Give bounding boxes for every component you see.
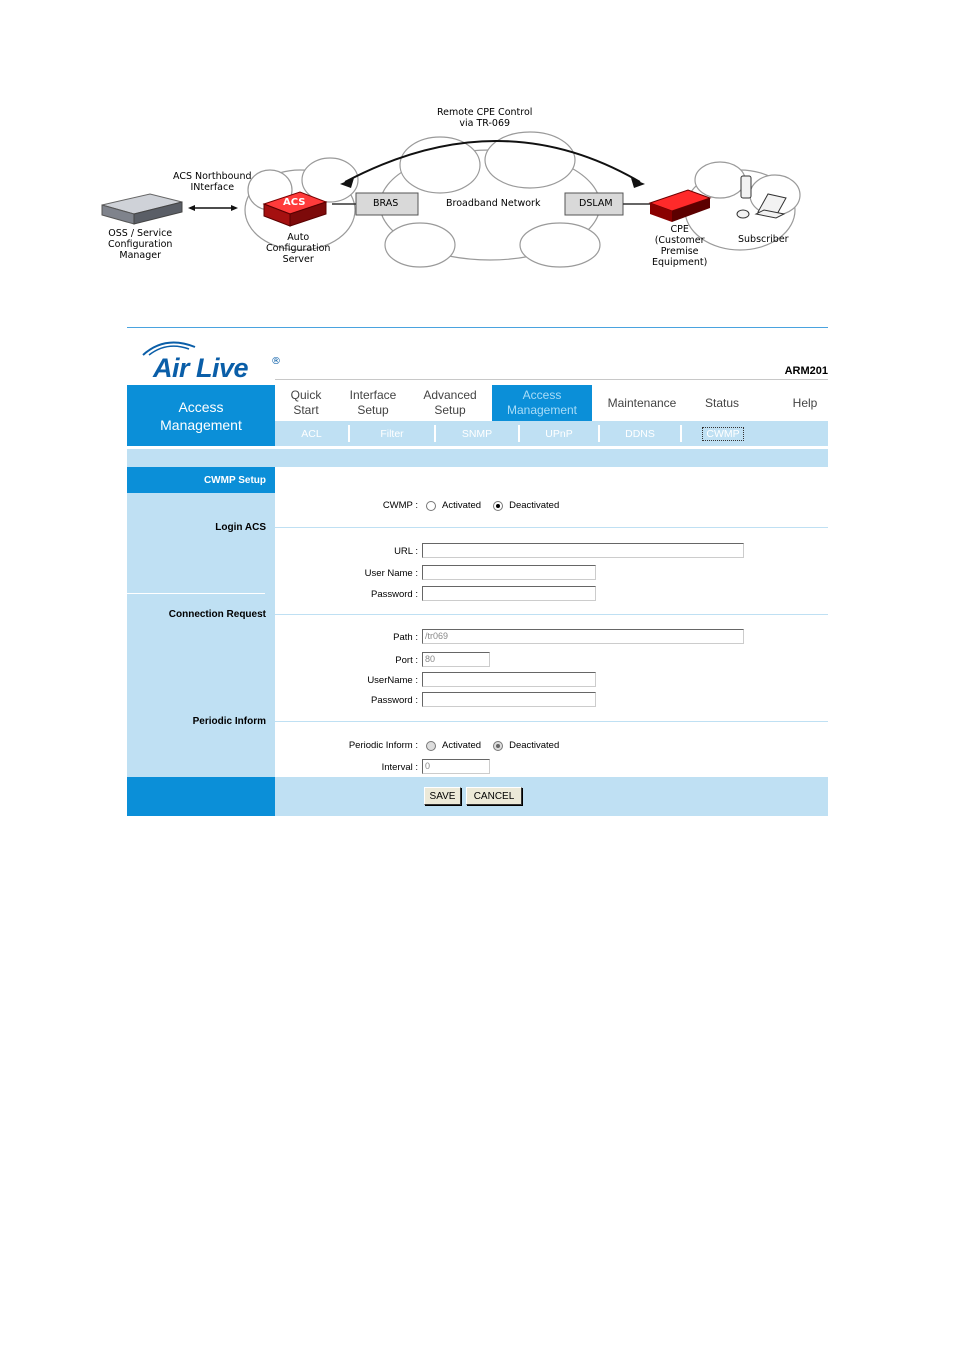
subnav-acl[interactable]: ACL xyxy=(301,427,322,440)
periodic-radio-group: Activated Deactivated xyxy=(426,740,559,751)
subscriber-label: Subscriber xyxy=(738,234,789,245)
periodic-activated-radio[interactable] xyxy=(426,741,436,751)
nav-help[interactable]: Help xyxy=(792,395,818,410)
nav-status[interactable]: Status xyxy=(704,395,740,410)
cwmp-label: CWMP : xyxy=(382,500,418,511)
left-column xyxy=(127,467,275,777)
url-label: URL : xyxy=(394,546,418,557)
cr-username-label: UserName : xyxy=(367,675,418,686)
periodic-deactivated-radio[interactable] xyxy=(493,741,503,751)
section-title: Access Management xyxy=(127,385,275,446)
cwmp-radio-group: Activated Deactivated xyxy=(426,500,559,511)
nav-access-management[interactable]: Access Management xyxy=(492,385,592,421)
path-input[interactable]: /tr069 xyxy=(422,629,744,644)
connection-request-label: Connection Request xyxy=(168,609,266,620)
periodic-inform-field-label: Periodic Inform : xyxy=(348,740,418,751)
acs-password-input[interactable] xyxy=(422,586,596,601)
remote-control-label: Remote CPE Control via TR-069 xyxy=(437,107,533,129)
logo-text: Air Live xyxy=(153,353,249,383)
nav-interface-setup[interactable]: Interface Setup xyxy=(349,388,397,417)
tr069-network-diagram xyxy=(0,0,954,300)
acs-username-input[interactable] xyxy=(422,565,596,580)
logo-registered-mark: ® xyxy=(271,356,281,367)
save-button[interactable]: SAVE xyxy=(424,787,461,805)
interval-input[interactable]: 0 xyxy=(422,759,490,774)
subnav-upnp[interactable]: UPnP xyxy=(545,427,573,440)
subnav-filter[interactable]: Filter xyxy=(380,427,404,440)
subnav-cwmp[interactable]: CWMP xyxy=(682,421,764,446)
acs-label: Auto Configuration Server xyxy=(266,232,331,265)
cr-password-label: Password : xyxy=(371,695,418,706)
cr-username-input[interactable] xyxy=(422,672,596,687)
airlive-logo xyxy=(139,337,289,381)
cr-password-input[interactable] xyxy=(422,692,596,707)
cwmp-deactivated-radio[interactable] xyxy=(493,501,503,511)
dslam-label: DSLAM xyxy=(579,198,613,209)
bras-label: BRAS xyxy=(373,198,399,209)
periodic-inform-label: Periodic Inform xyxy=(192,716,266,727)
url-input[interactable] xyxy=(422,543,744,558)
nav-advanced-setup[interactable]: Advanced Setup xyxy=(423,388,477,417)
port-label: Port : xyxy=(395,655,418,666)
cancel-button[interactable]: CANCEL xyxy=(466,787,522,805)
subnav-snmp[interactable]: SNMP xyxy=(461,427,493,440)
acs-badge: ACS xyxy=(283,197,306,208)
nav-maintenance[interactable]: Maintenance xyxy=(607,395,677,410)
cpe-label: CPE (Customer Premise Equipment) xyxy=(652,224,708,268)
oss-server-icon xyxy=(102,194,182,224)
model-name: ARM201 xyxy=(784,365,828,377)
nav-quick-start[interactable]: Quick Start xyxy=(290,388,322,417)
cwmp-setup-header: CWMP Setup xyxy=(127,467,275,493)
router-admin-page xyxy=(127,327,828,817)
oss-label: OSS / Service Configuration Manager xyxy=(108,228,173,261)
broadband-network-label: Broadband Network xyxy=(446,198,541,209)
acs-password-label: Password : xyxy=(371,589,418,600)
subnav-ddns[interactable]: DDNS xyxy=(625,427,655,440)
main-nav xyxy=(275,385,828,421)
path-label: Path : xyxy=(393,632,418,643)
port-input[interactable]: 80 xyxy=(422,652,490,667)
cwmp-activated-radio[interactable] xyxy=(426,501,436,511)
acs-username-label: User Name : xyxy=(364,568,418,579)
login-acs-label: Login ACS xyxy=(215,522,266,533)
interval-label: Interval : xyxy=(381,762,418,773)
northbound-label: ACS Northbound INterface xyxy=(173,171,252,193)
sub-nav xyxy=(275,421,828,446)
